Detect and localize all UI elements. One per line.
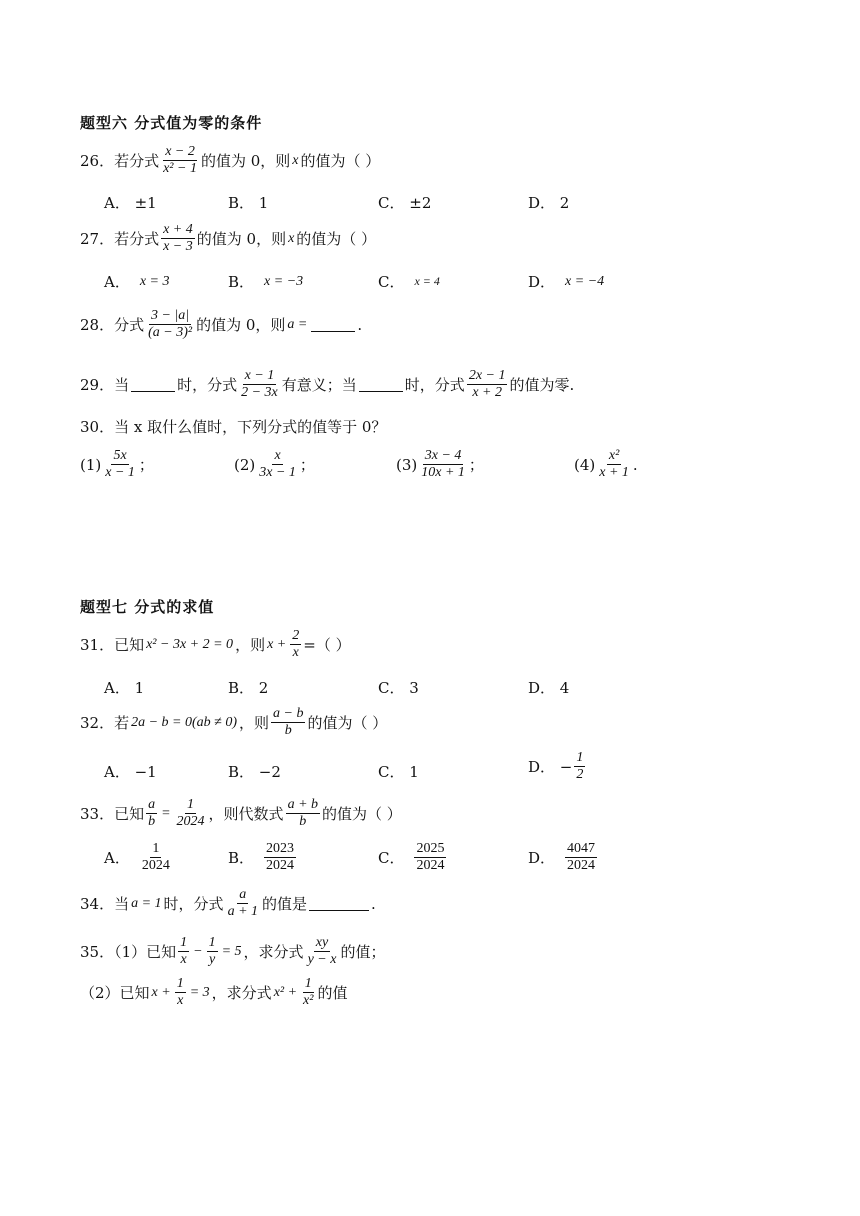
option-text: A． −1 — [104, 763, 157, 781]
q31-option-d[interactable] — [528, 677, 569, 698]
q34-suffix: 的值是 — [262, 895, 308, 914]
option-text: D． 4 — [528, 679, 570, 697]
q35-p2-lhs: x + — [151, 984, 171, 1000]
q26-option-d[interactable] — [528, 192, 569, 213]
option-label: A． — [104, 849, 130, 868]
q33-den-3: b — [299, 814, 307, 830]
q31-mid: ，则 — [235, 636, 266, 655]
option-den: 2 — [576, 767, 584, 783]
q28-answer-blank[interactable] — [311, 317, 355, 332]
q33-mid: ，则代数式 — [208, 805, 284, 824]
q32-option-d-fraction — [574, 750, 585, 783]
q35-p1-fraction-3 — [306, 935, 339, 968]
q34-prefix: 34．当 — [80, 895, 130, 914]
q28-fraction — [146, 308, 194, 341]
q30-item-fraction — [419, 448, 467, 481]
question-35-part-1 — [80, 935, 385, 968]
q33-num-2: 1 — [185, 797, 196, 814]
q27-var: x — [288, 230, 295, 246]
option-label: C． — [378, 849, 405, 868]
question-33 — [80, 797, 402, 830]
q28-var: a = — [287, 316, 308, 332]
q33-option-a[interactable] — [104, 841, 174, 874]
q30-item-num: x² — [607, 448, 621, 465]
option-label: D． — [528, 849, 556, 868]
q29-fraction-1 — [239, 368, 280, 401]
q27-option-d[interactable] — [528, 271, 606, 292]
q34-num: a — [237, 887, 248, 904]
section-title-text: 题型七 分式的求值 — [80, 598, 215, 616]
q30-item-num: x — [272, 448, 282, 465]
q34-mid: 时，分式 — [163, 895, 224, 914]
q27-suffix: 的值为（ ） — [296, 230, 377, 249]
q30-text: 30．当 x 取什么值时，下列分式的值等于 0？ — [80, 418, 387, 436]
q30-item-label: (2) — [234, 455, 256, 474]
q35-p2-num-1: 1 — [175, 976, 186, 993]
q35-p1-suffix: 的值； — [340, 943, 386, 962]
q33-num-3: a + b — [286, 797, 320, 814]
option-text: D． − — [528, 758, 573, 777]
q34-answer-blank[interactable] — [309, 896, 369, 911]
q26-option-b[interactable] — [228, 192, 268, 213]
q29-num-2: 2x − 1 — [467, 368, 508, 385]
question-29 — [80, 368, 574, 401]
question-28 — [80, 308, 362, 341]
option-num: 2023 — [264, 841, 296, 858]
q29-text-3: 时，分式 — [404, 376, 465, 395]
q35-p2-num-2: 1 — [303, 976, 314, 993]
q35-p2-equals: = 3 — [189, 984, 210, 1000]
option-den: 2024 — [567, 858, 596, 874]
q26-suffix: 的值为（ ） — [300, 152, 381, 171]
q27-option-a[interactable] — [104, 271, 172, 292]
q35-p1-fraction-1 — [178, 935, 189, 968]
q32-option-b[interactable] — [228, 761, 281, 782]
q28-prefix: 28．分式 — [80, 316, 145, 335]
q32-prefix: 32．若 — [80, 714, 130, 733]
q32-option-a[interactable] — [104, 761, 157, 782]
q30-item-label: (1) — [80, 455, 102, 474]
q30-item-4 — [574, 448, 638, 481]
q32-fraction — [271, 706, 305, 739]
q33-prefix: 33．已知 — [80, 805, 145, 824]
q26-num: x − 2 — [163, 144, 197, 161]
q35-p2-fraction-1 — [175, 976, 186, 1009]
q32-mid: ，则 — [239, 714, 270, 733]
section-title-text: 题型六 分式值为零的条件 — [80, 114, 263, 132]
q26-den: x² − 1 — [163, 161, 197, 177]
question-32 — [80, 706, 387, 739]
question-31 — [80, 628, 351, 661]
q27-mid: 的值为 0，则 — [196, 230, 287, 249]
option-text: A． ±1 — [104, 194, 157, 212]
question-26 — [80, 144, 380, 177]
q30-item-num: 3x − 4 — [423, 448, 464, 465]
q29-den-1: 2 − 3x — [241, 385, 278, 401]
q29-num-1: x − 1 — [243, 368, 277, 385]
q31-num: 2 — [290, 628, 301, 645]
q27-num: x + 4 — [161, 222, 195, 239]
q31-option-b[interactable] — [228, 677, 268, 698]
q32-den: b — [284, 723, 292, 739]
q27-prefix: 27．若分式 — [80, 230, 160, 249]
q31-den: x — [292, 645, 299, 661]
option-num: 1 — [574, 750, 585, 767]
option-label: B． — [228, 849, 255, 868]
q34-equation: a = 1 — [131, 895, 162, 911]
option-label: B． — [228, 273, 255, 291]
q30-item-num: 5x — [111, 448, 128, 465]
q35-p1-num-3: xy — [314, 935, 330, 952]
option-den: 2024 — [416, 858, 445, 874]
q29-text-2: 有意义；当 — [281, 376, 357, 395]
q29-blank-2[interactable] — [359, 377, 403, 392]
q29-fraction-2 — [467, 368, 508, 401]
q34-fraction — [226, 887, 260, 920]
q35-p2-den-2: x² — [303, 993, 314, 1009]
q31-equation: x² − 3x + 2 = 0 — [146, 636, 234, 652]
q28-den: (a − 3)² — [148, 325, 193, 341]
option-fraction — [414, 841, 446, 874]
q27-option-c[interactable] — [378, 271, 442, 292]
q31-fraction — [290, 628, 301, 661]
q35-p1-equals: = 5 — [221, 943, 242, 959]
q26-fraction — [161, 144, 199, 177]
q29-prefix: 29．当 — [80, 376, 130, 395]
q30-item-fraction — [597, 448, 631, 481]
option-text: D． 2 — [528, 194, 570, 212]
q33-fraction-1 — [146, 797, 157, 830]
option-text: A． 1 — [104, 679, 145, 697]
q27-option-b[interactable] — [228, 271, 305, 292]
q33-suffix: 的值为（ ） — [322, 805, 402, 824]
section-title-6 — [80, 112, 262, 133]
q30-item-label: (4) — [574, 455, 596, 474]
q35-p1-den-2: y — [208, 952, 216, 968]
q32-suffix: 的值为（ ） — [307, 714, 388, 733]
q35-p2-mid: ，求分式 — [211, 984, 272, 1003]
q30-item-label: (3) — [396, 455, 418, 474]
option-fraction — [565, 841, 597, 874]
option-fraction — [264, 841, 296, 874]
option-value: x = 4 — [414, 274, 440, 288]
q31-option-a[interactable] — [104, 677, 144, 698]
option-text: B． −2 — [228, 763, 281, 781]
q26-mid: 的值为 0，则 — [200, 152, 291, 171]
q31-prefix: 31．已知 — [80, 636, 145, 655]
option-fraction — [140, 841, 172, 874]
q30-item-end: . — [632, 455, 638, 474]
option-value: x = −3 — [264, 273, 304, 289]
option-num: 1 — [150, 841, 161, 858]
q27-fraction — [161, 222, 195, 255]
q32-equation: 2a − b = 0(ab ≠ 0) — [131, 714, 237, 730]
q31-option-c[interactable] — [378, 677, 419, 698]
q35-p1-num-2: 1 — [207, 935, 218, 952]
q26-var: x — [292, 152, 299, 168]
q33-den-1: b — [148, 814, 156, 830]
q29-blank-1[interactable] — [131, 377, 175, 392]
q35-p1-den-1: x — [180, 952, 187, 968]
q33-option-c[interactable] — [378, 841, 448, 874]
q32-option-d[interactable] — [528, 750, 587, 783]
q30-item-den: x − 1 — [105, 465, 135, 481]
q34-period: . — [371, 894, 376, 913]
q35-p1-fraction-2 — [207, 935, 218, 968]
option-den: 2024 — [266, 858, 295, 874]
q30-item-fraction — [103, 448, 137, 481]
q27-den: x − 3 — [163, 239, 193, 255]
q35-p1-minus: − — [193, 943, 203, 959]
q30-item-1 — [80, 448, 154, 481]
q30-item-den: x + 1 — [599, 465, 629, 481]
question-35-part-2 — [80, 976, 347, 1009]
option-label: A． — [104, 273, 130, 291]
option-text: C． 3 — [378, 679, 419, 697]
section-title-7 — [80, 596, 214, 617]
q35-p2-suffix: 的值 — [317, 984, 348, 1003]
option-text: C． 1 — [378, 763, 419, 781]
q29-text-1: 时，分式 — [177, 376, 238, 395]
q33-equals: = — [161, 805, 171, 821]
option-den: 2024 — [141, 858, 170, 874]
option-text: B． 2 — [228, 679, 269, 697]
q35-p2-den-1: x — [177, 993, 184, 1009]
q31-suffix: =（ ） — [303, 636, 351, 655]
q33-option-b[interactable] — [228, 841, 298, 874]
q35-p2-expr: x² + — [273, 984, 298, 1000]
q26-prefix: 26．若分式 — [80, 152, 160, 171]
q30-item-fraction — [257, 448, 298, 481]
q30-item-3 — [396, 448, 484, 481]
q33-den-2: 2024 — [176, 814, 205, 830]
question-34 — [80, 887, 376, 920]
q35-p2-prefix: （2）已知 — [80, 984, 150, 1003]
q30-item-den: 3x − 1 — [259, 465, 296, 481]
q33-fraction-2 — [175, 797, 207, 830]
q30-item-end: ； — [138, 456, 154, 475]
q29-text-4: 的值为零. — [509, 376, 575, 395]
q35-p1-num-1: 1 — [178, 935, 189, 952]
q35-p1-den-3: y − x — [307, 952, 337, 968]
q33-fraction-3 — [286, 797, 320, 830]
option-value: x = −4 — [565, 273, 605, 289]
q33-num-1: a — [146, 797, 157, 814]
q30-item-end: ； — [468, 456, 484, 475]
option-value: x = 3 — [139, 273, 170, 289]
q26-option-a[interactable] — [104, 192, 157, 213]
option-num: 4047 — [565, 841, 597, 858]
option-label: D． — [528, 273, 556, 291]
q26-option-c[interactable] — [378, 192, 431, 213]
q29-den-2: x + 2 — [472, 385, 502, 401]
q28-mid: 的值为 0，则 — [196, 316, 286, 335]
q30-item-2 — [234, 448, 315, 481]
question-27 — [80, 222, 376, 255]
q32-num: a − b — [271, 706, 305, 723]
option-num: 2025 — [414, 841, 446, 858]
q28-suffix: . — [357, 315, 363, 334]
q31-lhs: x + — [267, 636, 287, 652]
q30-item-end: ； — [299, 456, 315, 475]
q28-num: 3 − |a| — [149, 308, 191, 325]
q30-item-den: 10x + 1 — [421, 465, 465, 481]
option-text: C． ±2 — [378, 194, 432, 212]
q33-option-d[interactable] — [528, 841, 599, 874]
option-label: C． — [378, 273, 405, 291]
q32-option-c[interactable] — [378, 761, 419, 782]
option-text: B． 1 — [228, 194, 269, 212]
q35-p1-prefix: 35．（1）已知 — [80, 943, 177, 962]
q35-p2-fraction-2 — [301, 976, 315, 1009]
q34-den: a + 1 — [227, 904, 259, 920]
question-30 — [80, 416, 386, 437]
q35-p1-mid: ，求分式 — [243, 943, 304, 962]
